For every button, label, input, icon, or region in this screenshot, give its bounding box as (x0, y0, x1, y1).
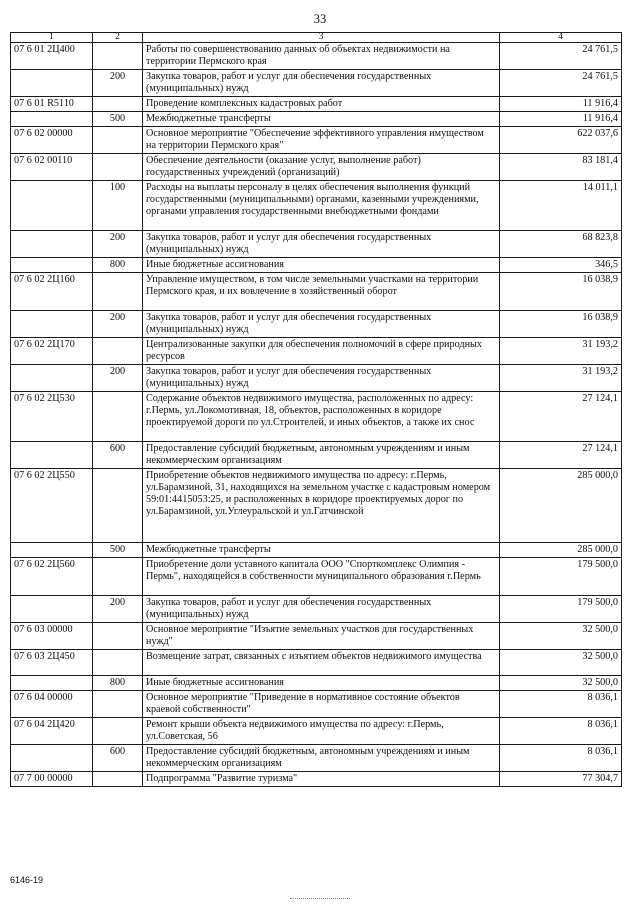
row-code (11, 112, 93, 127)
column-header-name: 3 (143, 33, 500, 43)
row-amount: 622 037,6 (500, 127, 622, 154)
row-code: 07 6 02 2Ц160 (11, 273, 93, 311)
row-name: Закупка товаров, работ и услуг для обеспечения государственных (муниципальных) нужд (143, 231, 500, 258)
row-name: Централизованные закупки для обеспечения полномочий в сфере природных ресурсов (143, 338, 500, 365)
row-expense-type (93, 338, 143, 365)
row-name: Возмещение затрат, связанных с изъятием объектов недвижимого имущества (143, 650, 500, 676)
row-expense-type: 800 (93, 258, 143, 273)
row-amount: 32 500,0 (500, 650, 622, 676)
row-code (11, 596, 93, 623)
row-expense-type (93, 558, 143, 596)
table-row (11, 469, 622, 543)
row-name: Закупка товаров, работ и услуг для обеспечения государственных (муниципальных) нужд (143, 311, 500, 338)
table-row (11, 745, 622, 772)
row-amount: 285 000,0 (500, 469, 622, 543)
row-amount: 77 304,7 (500, 772, 622, 787)
row-code (11, 365, 93, 392)
row-code (11, 181, 93, 231)
row-expense-type: 500 (93, 543, 143, 558)
row-amount: 179 500,0 (500, 596, 622, 623)
row-code: 07 6 02 2Ц550 (11, 469, 93, 543)
row-name: Закупка товаров, работ и услуг для обеспечения государственных (муниципальных) нужд (143, 70, 500, 97)
row-code (11, 311, 93, 338)
row-expense-type (93, 623, 143, 650)
row-name: Основное мероприятие "Обеспечение эффективного управления имуществом на территории Пермского края" (143, 127, 500, 154)
column-header-amount: 4 (500, 33, 622, 43)
row-amount: 31 193,2 (500, 338, 622, 365)
table-row (11, 650, 622, 676)
table-row (11, 338, 622, 365)
budget-table (10, 32, 622, 787)
row-amount: 179 500,0 (500, 558, 622, 596)
row-name: Межбюджетные трансферты (143, 543, 500, 558)
row-code: 07 6 02 00110 (11, 154, 93, 181)
table-row (11, 127, 622, 154)
row-expense-type: 200 (93, 596, 143, 623)
row-amount: 285 000,0 (500, 543, 622, 558)
table-row (11, 70, 622, 97)
row-name: Подпрограмма "Развитие туризма" (143, 772, 500, 787)
row-amount: 83 181,4 (500, 154, 622, 181)
table-row (11, 623, 622, 650)
row-code (11, 676, 93, 691)
row-amount: 8 036,1 (500, 718, 622, 745)
column-header-code: 1 (11, 33, 93, 43)
row-code: 07 7 00 00000 (11, 772, 93, 787)
row-code: 07 6 02 2Ц170 (11, 338, 93, 365)
row-code (11, 231, 93, 258)
row-name: Работы по совершенствованию данных об объектах недвижимости на территории Пермского края (143, 43, 500, 70)
row-name: Предоставление субсидий бюджетным, автономным учреждениям и иным некоммерческим организациям (143, 442, 500, 469)
table-row (11, 154, 622, 181)
row-name: Предоставление субсидий бюджетным, автономным учреждениям и иным некоммерческим организациям (143, 745, 500, 772)
row-code (11, 543, 93, 558)
row-expense-type: 200 (93, 365, 143, 392)
row-amount: 24 761,5 (500, 43, 622, 70)
table-row (11, 365, 622, 392)
row-code: 07 6 02 2Ц530 (11, 392, 93, 442)
row-amount: 24 761,5 (500, 70, 622, 97)
table-row (11, 558, 622, 596)
row-expense-type (93, 43, 143, 70)
row-expense-type (93, 97, 143, 112)
row-name: Управление имуществом, в том числе земельными участками на территории Пермского края, и их вовлечение в хозяйственный оборот (143, 273, 500, 311)
row-code: 07 6 03 2Ц450 (11, 650, 93, 676)
row-code: 07 6 01 2Ц400 (11, 43, 93, 70)
row-name: Закупка товаров, работ и услуг для обеспечения государственных (муниципальных) нужд (143, 596, 500, 623)
table-header-row (11, 33, 622, 43)
table-row (11, 112, 622, 127)
row-expense-type (93, 273, 143, 311)
table-row (11, 97, 622, 112)
row-amount: 8 036,1 (500, 745, 622, 772)
row-name: Приобретение доли уставного капитала ООО "Спорткомплекс Олимпия - Пермь", находящейся в собственности муниципального образования г.Пермь (143, 558, 500, 596)
row-code: 07 6 04 2Ц420 (11, 718, 93, 745)
row-name: Закупка товаров, работ и услуг для обеспечения государственных (муниципальных) нужд (143, 365, 500, 392)
document-code: 6146-19 (10, 875, 44, 885)
row-amount: 32 500,0 (500, 623, 622, 650)
table-row (11, 691, 622, 718)
table-row (11, 772, 622, 787)
table-row (11, 258, 622, 273)
row-expense-type (93, 772, 143, 787)
row-amount: 68 823,8 (500, 231, 622, 258)
row-expense-type (93, 392, 143, 442)
row-expense-type: 600 (93, 442, 143, 469)
row-name: Приобретение объектов недвижимого имущества по адресу: г.Пермь, ул.Барамзиной, 31, находящихся на земельном участке с кадастровым номером 59:01:4415053:25, и расположенных в коридоре проектируемых дорог по ул.Барамзиной, ул.Углеуральской и ул.Гатчинской (143, 469, 500, 543)
row-amount: 31 193,2 (500, 365, 622, 392)
table-row (11, 231, 622, 258)
row-name: Основное мероприятие "Приведение в нормативное состояние объектов краевой собственности" (143, 691, 500, 718)
table-row (11, 273, 622, 311)
row-amount: 16 038,9 (500, 311, 622, 338)
row-amount: 27 124,1 (500, 442, 622, 469)
row-expense-type (93, 650, 143, 676)
row-expense-type (93, 691, 143, 718)
row-name: Обеспечение деятельности (оказание услуг, выполнение работ) государственных учреждений (организаций) (143, 154, 500, 181)
row-expense-type (93, 469, 143, 543)
row-code: 07 6 03 00000 (11, 623, 93, 650)
table-row (11, 43, 622, 70)
row-expense-type (93, 154, 143, 181)
page-number: 33 (313, 12, 327, 26)
row-name: Расходы на выплаты персоналу в целях обеспечения выполнения функций государственными (муниципальными) органами, казенными учреждениями, органами управления государственными внебюджетными фондами (143, 181, 500, 231)
row-code (11, 745, 93, 772)
row-expense-type: 100 (93, 181, 143, 231)
row-expense-type: 600 (93, 745, 143, 772)
row-name: Ремонт крыши объекта недвижимого имущества по адресу: г.Пермь, ул.Советская, 56 (143, 718, 500, 745)
row-name: Межбюджетные трансферты (143, 112, 500, 127)
row-name: Иные бюджетные ассигнования (143, 258, 500, 273)
row-expense-type (93, 718, 143, 745)
table-row (11, 543, 622, 558)
row-amount: 16 038,9 (500, 273, 622, 311)
row-code: 07 6 02 2Ц560 (11, 558, 93, 596)
row-code (11, 258, 93, 273)
row-name: Проведение комплексных кадастровых работ (143, 97, 500, 112)
table-row (11, 442, 622, 469)
row-amount: 32 500,0 (500, 676, 622, 691)
row-expense-type: 200 (93, 231, 143, 258)
row-name: Основное мероприятие "Изъятие земельных участков для государственных нужд" (143, 623, 500, 650)
row-expense-type: 800 (93, 676, 143, 691)
table-row (11, 311, 622, 338)
row-name: Содержание объектов недвижимого имущества, расположенных по адресу: г.Пермь, ул.Локомотивная, 18, объектов, расположенных в коридоре проектируемой дороги по ул.Строителей, и иных объектов, а также их снос (143, 392, 500, 442)
row-code: 07 6 02 00000 (11, 127, 93, 154)
row-amount: 14 011,1 (500, 181, 622, 231)
table-row (11, 676, 622, 691)
bottom-divider (290, 898, 350, 900)
row-name: Иные бюджетные ассигнования (143, 676, 500, 691)
row-amount: 27 124,1 (500, 392, 622, 442)
table-row (11, 392, 622, 442)
table-row (11, 718, 622, 745)
row-amount: 11 916,4 (500, 97, 622, 112)
row-code (11, 442, 93, 469)
row-expense-type: 500 (93, 112, 143, 127)
table-row (11, 181, 622, 231)
row-expense-type (93, 127, 143, 154)
row-expense-type: 200 (93, 311, 143, 338)
table-row (11, 596, 622, 623)
row-code: 07 6 01 R5110 (11, 97, 93, 112)
column-header-expense-type: 2 (93, 33, 143, 43)
row-code (11, 70, 93, 97)
row-expense-type: 200 (93, 70, 143, 97)
row-code: 07 6 04 00000 (11, 691, 93, 718)
row-amount: 11 916,4 (500, 112, 622, 127)
row-amount: 346,5 (500, 258, 622, 273)
row-amount: 8 036,1 (500, 691, 622, 718)
